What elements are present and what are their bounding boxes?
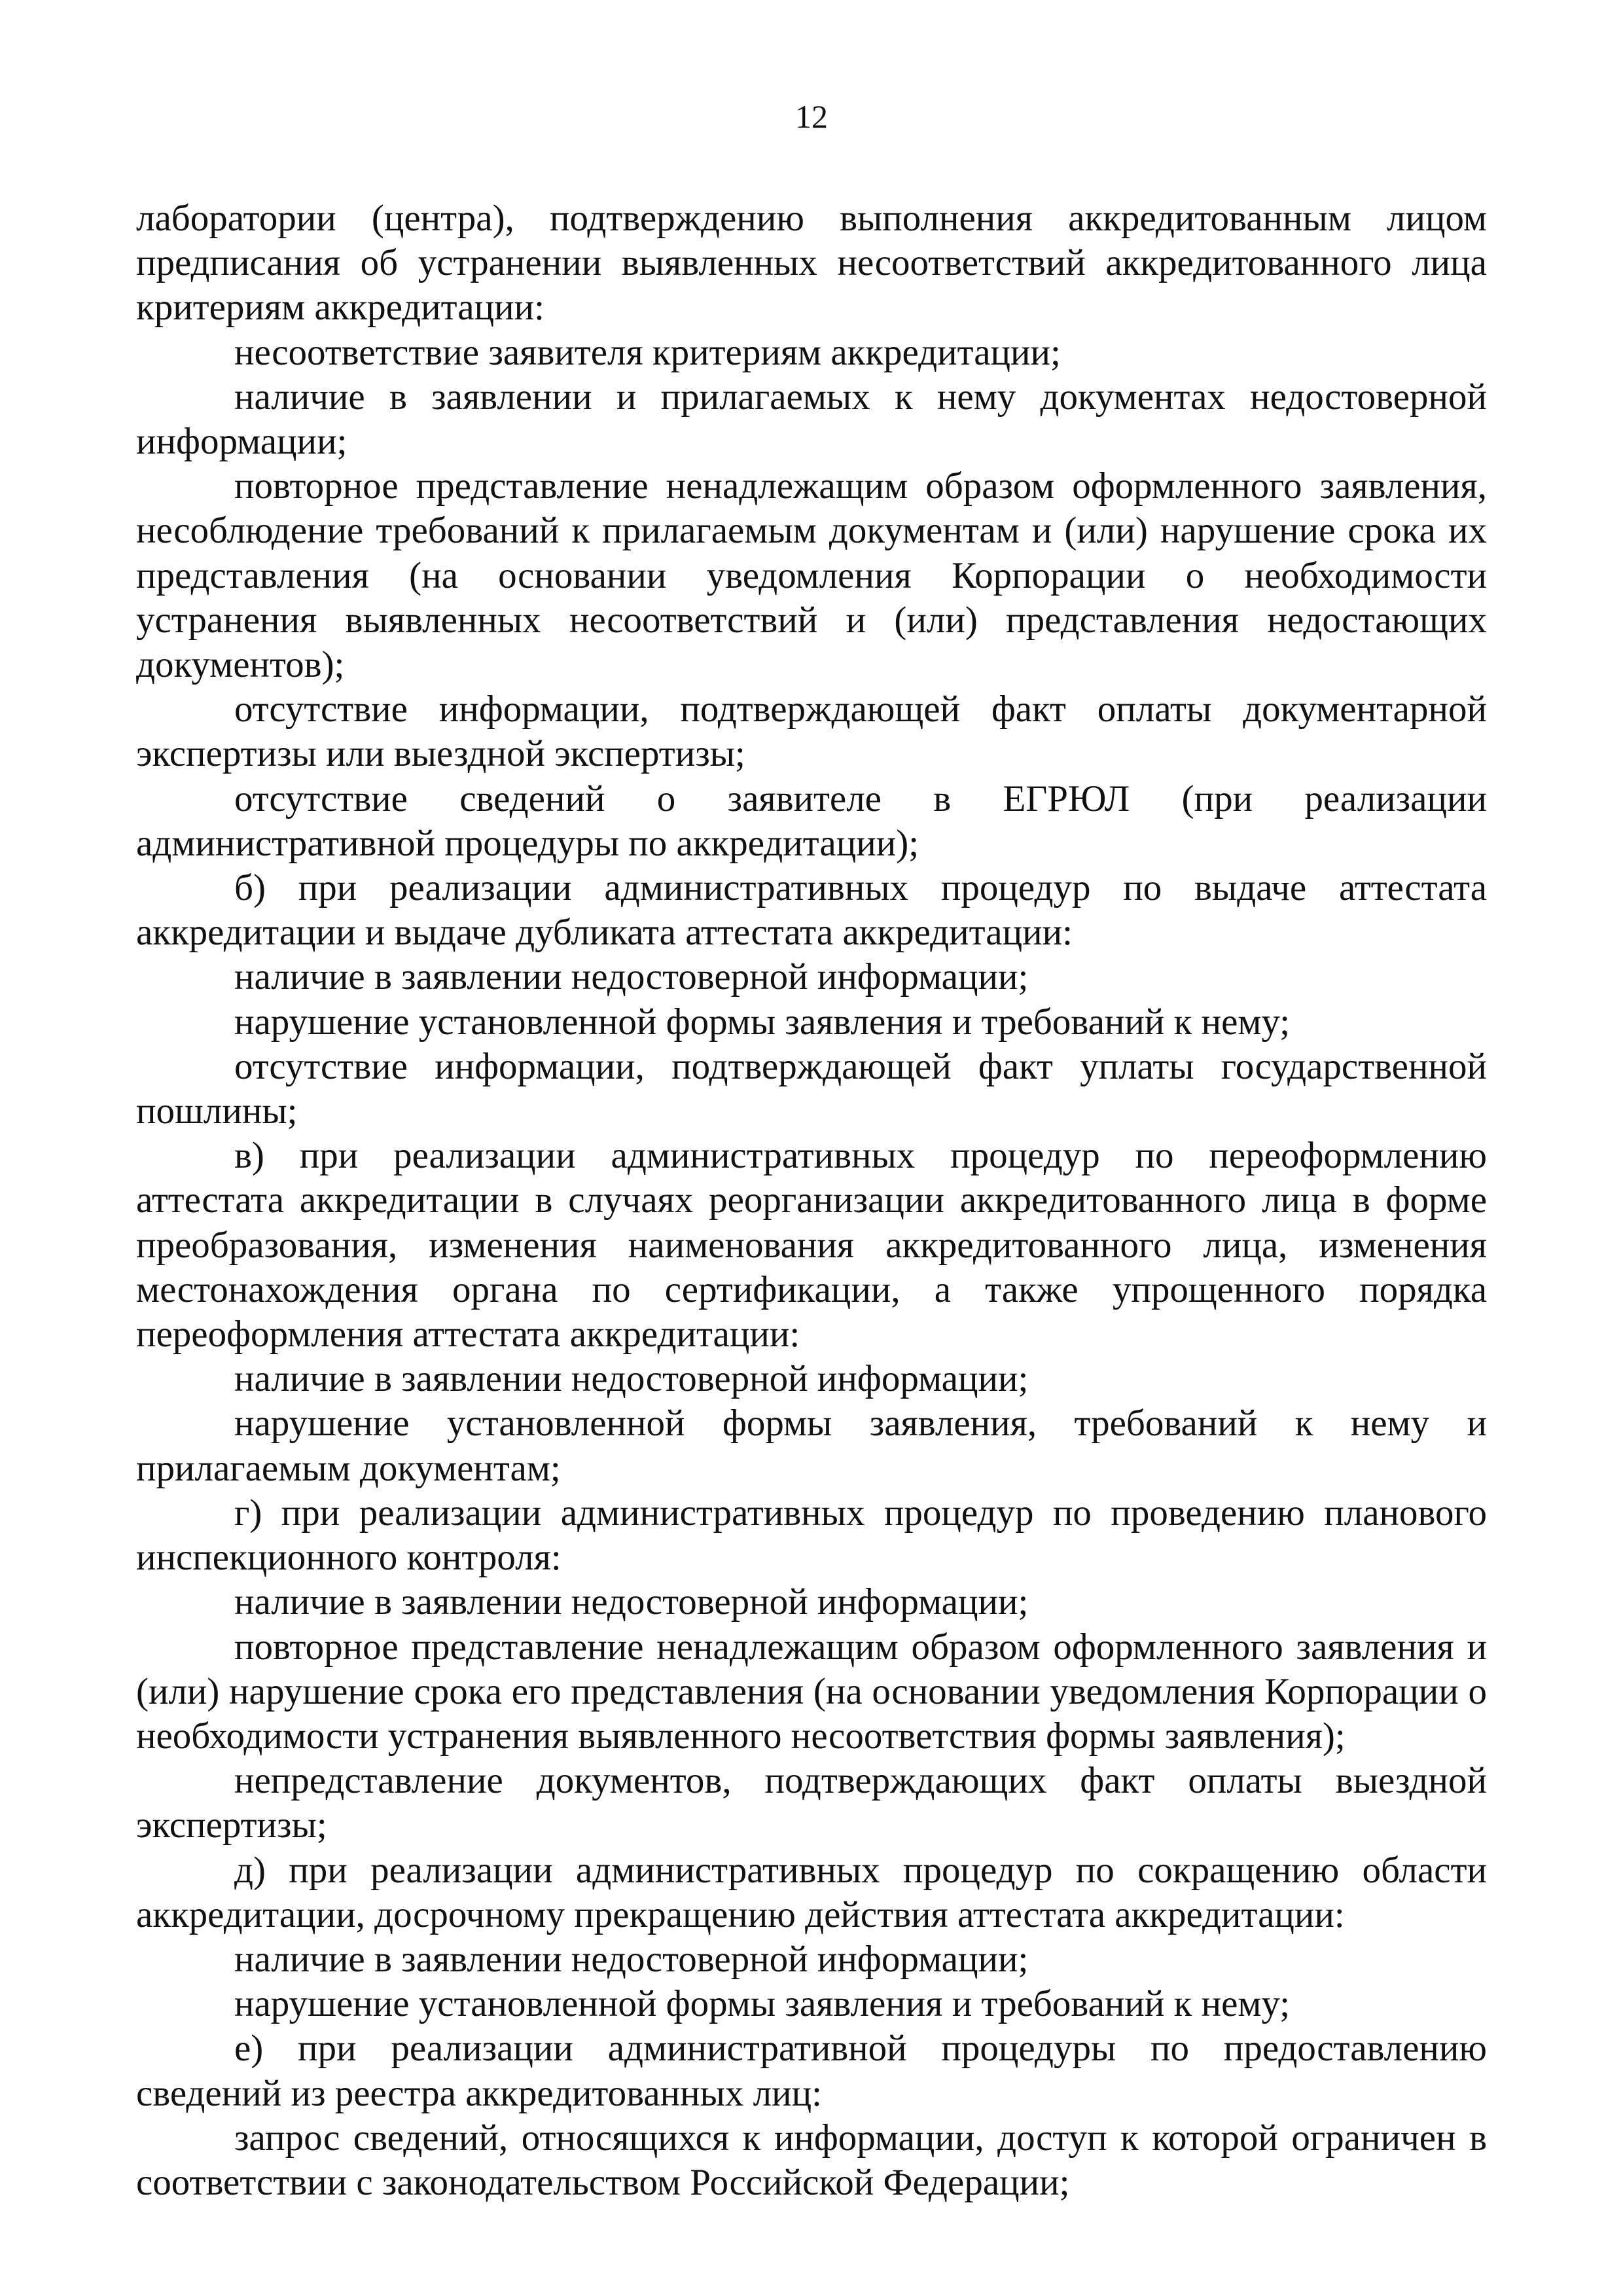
paragraph: повторное представление ненадлежащим образом оформленного заявления, несоблюдение требований к прилагаемым документам и (или) нарушение срока их представления (на основании уведомления Корпорации о необходимости устранения выявленных несоответствий и (или) представления недостающих документов); (136, 465, 1487, 686)
paragraph: отсутствие сведений о заявителе в ЕГРЮЛ (при реализации административной процедуры по аккредитации); (136, 778, 1487, 864)
paragraph-item-v: в) при реализации административных процедур по переоформлению аттестата аккредитации в случаях реорганизации аккредитованного лица в форме преобразования, изменения наименования аккредитованного лица, изменения местонахождения органа по сертификации, а также упрощенного порядка переоформления аттестата аккредитации: (136, 1135, 1487, 1355)
page-number: 12 (795, 98, 828, 135)
paragraph-item-b: б) при реализации административных процедур по выдаче аттестата аккредитации и выдаче дубликата аттестата аккредитации: (136, 867, 1487, 954)
document-body (136, 196, 1487, 2205)
paragraph: отсутствие информации, подтверждающей факт оплаты документарной экспертизы или выездной экспертизы; (136, 689, 1487, 775)
paragraph: наличие в заявлении недостоверной информации; (234, 1581, 1029, 1623)
paragraph-continuation: лаборатории (центра), подтверждению выполнения аккредитованным лицом предписания об устранении выявленных несоответствий аккредитованного лица критериям аккредитации: (136, 198, 1487, 329)
paragraph: наличие в заявлении недостоверной информации; (234, 956, 1029, 998)
paragraph: нарушение установленной формы заявления и требований к нему; (234, 1983, 1291, 2025)
paragraph: повторное представление ненадлежащим образом оформленного заявления и (или) нарушение срока его представления (на основании уведомления Корпорации о необходимости устранения выявленного несоответствия формы заявления); (136, 1626, 1487, 1757)
paragraph: нарушение установленной формы заявления, требований к нему и прилагаемым документам; (136, 1403, 1487, 1489)
paragraph: несоответствие заявителя критериям аккредитации; (234, 331, 1061, 373)
paragraph: наличие в заявлении и прилагаемых к нему документах недостоверной информации; (136, 376, 1487, 463)
paragraph: наличие в заявлении недостоверной информации; (234, 1938, 1029, 1980)
paragraph: нарушение установленной формы заявления и требований к нему; (234, 1001, 1291, 1043)
paragraph: отсутствие информации, подтверждающей факт уплаты государственной пошлины; (136, 1045, 1487, 1132)
paragraph-item-e: е) при реализации административной процедуры по предоставлению сведений из реестра аккредитованных лиц: (136, 2028, 1487, 2114)
paragraph: наличие в заявлении недостоверной информации; (234, 1358, 1029, 1400)
paragraph: непредставление документов, подтверждающих факт оплаты выездной экспертизы; (136, 1760, 1487, 1846)
paragraph: запрос сведений, относящихся к информации, доступ к которой ограничен в соответствии с законодательством Российской Федерации; (136, 2117, 1487, 2203)
paragraph-item-d: д) при реализации административных процедур по сокращению области аккредитации, досрочному прекращению действия аттестата аккредитации: (136, 1849, 1487, 1935)
paragraph-item-g: г) при реализации административных процедур по проведению планового инспекционного контроля: (136, 1492, 1487, 1579)
